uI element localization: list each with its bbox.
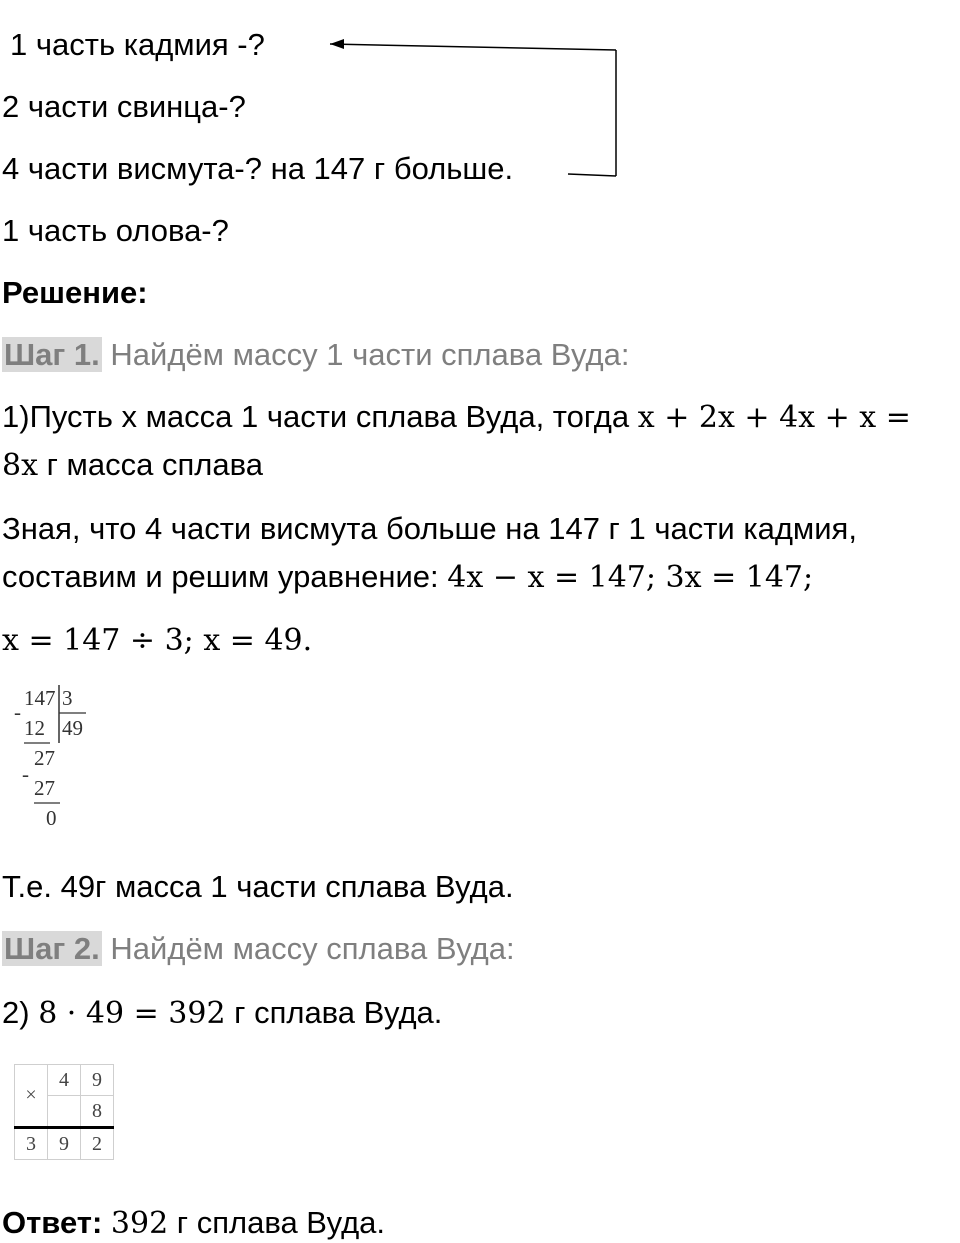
mult-cell: 4 (48, 1065, 81, 1096)
step2-label: Шаг 2. (4, 931, 100, 966)
step2-title: Найдём массу сплава Вуда: (110, 931, 515, 966)
step1-paragraph2-line1: Зная, что 4 части висмута больше на 147 г 1 части кадмия, (2, 511, 857, 546)
division-lines (14, 683, 114, 833)
step2-p1-math: 8 · 49 = 392 (38, 996, 226, 1031)
comparison-arrow (320, 30, 630, 190)
step1-p1-math: x + 2x + 4x + x = (637, 400, 911, 435)
answer-label: Ответ: (2, 1205, 103, 1240)
step1-label: Шаг 1. (4, 337, 100, 372)
step1-p1-tail: г масса сплава (38, 447, 263, 482)
step1-paragraph3: x = 147 ÷ 3; x = 49. (2, 623, 313, 658)
condition-lead: 2 части свинца-? (2, 89, 246, 124)
answer-value: 392 (110, 1206, 169, 1241)
step1-p2-text: составим и решим уравнение: (2, 559, 448, 594)
dividend: 147 (24, 686, 56, 710)
minus-sign-2: - (22, 762, 29, 786)
step1-p2-math: 4x − x = 147; 3x = 147; (447, 560, 814, 595)
mult-cell: 9 (48, 1128, 81, 1160)
step1-paragraph2-line2 (2, 558, 813, 597)
step1-header (2, 336, 629, 374)
solution-heading: Решение: (2, 275, 148, 310)
step2-paragraph (2, 994, 442, 1033)
minus-sign-1: - (14, 700, 21, 724)
condition-cadmium: 1 часть кадмия -? (10, 27, 265, 62)
step2-p1-tail: г сплава Вуда. (225, 995, 443, 1030)
multiply-sign: × (15, 1065, 48, 1128)
answer-tail: г сплава Вуда. (168, 1205, 386, 1240)
multiplication-table (14, 1064, 114, 1160)
step1-p1-math2: 8x (2, 448, 39, 483)
mult-cell: 2 (81, 1128, 114, 1160)
step2-p1-prefix: 2) (2, 995, 39, 1030)
long-division (14, 683, 114, 833)
remainder-2: 0 (46, 806, 57, 830)
divisor: 3 (62, 686, 73, 710)
remainder-1: 27 (34, 746, 55, 770)
step1-paragraph1-line1 (2, 398, 911, 437)
step2-header (2, 930, 515, 968)
mult-cell: 8 (81, 1096, 114, 1128)
condition-tin: 1 часть олова-? (2, 213, 229, 248)
subtrahend-1: 12 (24, 716, 45, 740)
step1-paragraph1-line2 (2, 446, 263, 485)
step1-title: Найдём массу 1 части сплава Вуда: (110, 337, 630, 372)
mult-cell (48, 1096, 81, 1128)
step1-p1-text: 1)Пусть х масса 1 части сплава Вуда, тогда (2, 399, 638, 434)
result-step1: Т.е. 49г масса 1 части сплава Вуда. (2, 869, 514, 904)
subtrahend-2: 27 (34, 776, 55, 800)
mult-cell: 3 (15, 1128, 48, 1160)
mult-cell: 9 (81, 1065, 114, 1096)
condition-bismuth: 4 части висмута-? на 147 г больше. (2, 151, 514, 186)
answer (2, 1204, 385, 1243)
quotient: 49 (62, 716, 83, 740)
